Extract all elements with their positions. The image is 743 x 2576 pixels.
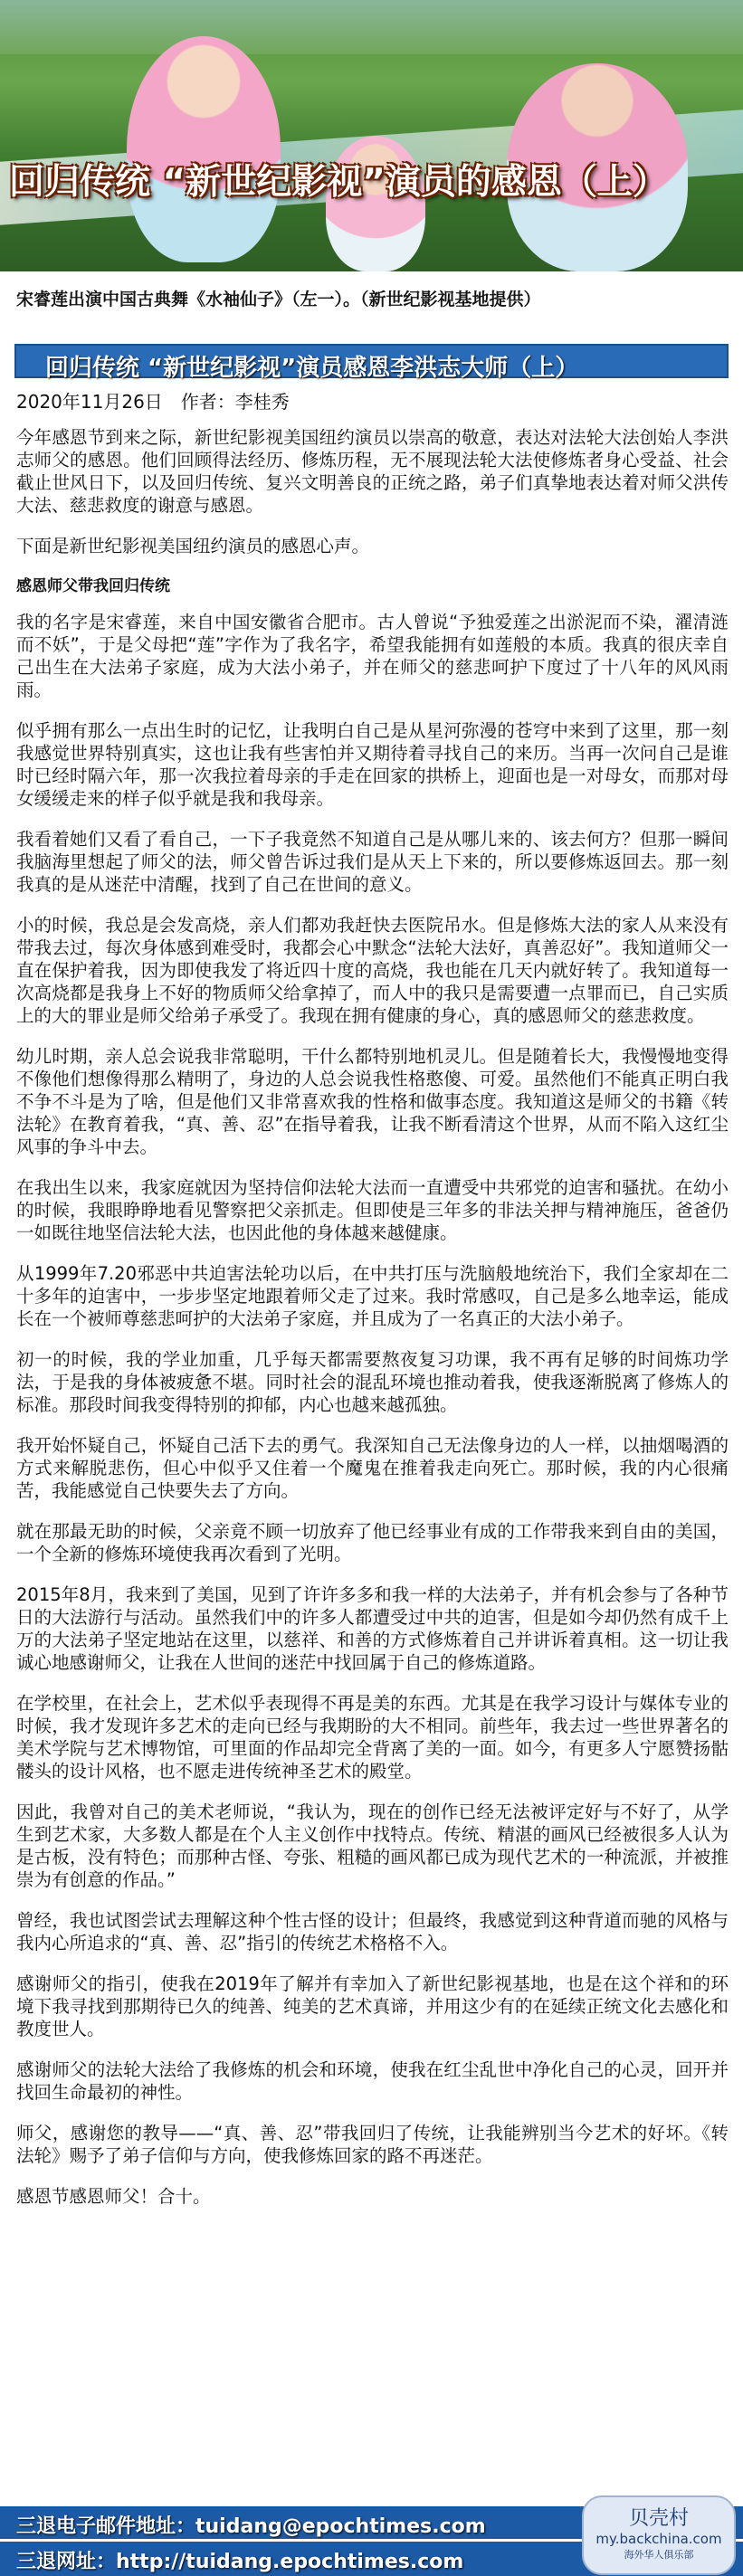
section-heading: 感恩师父带我回归传统 bbox=[16, 577, 170, 595]
paragraph: 感谢师父的指引，使我在2019年了解并有幸加入了新世纪影视基地，也是在这个祥和的环境下我寻找到那期待已久的纯善、纯美的艺术真谛，并用这少有的在延续正统文化去感化和教度世人。 bbox=[16, 1973, 729, 2039]
paragraph: 因此，我曾对自己的美术老师说，“我认为，现在的创作已经无法被评定好与不好了，从学生到艺术家，大多数人都是在个人主义创作中找特点。传统、精湛的画风已经被很多人认为是古板，没有特色；而那种古怪、夸张、粗糙的画风都已成为现代艺术的一种流派，并被推崇为有创意的作品。” bbox=[16, 1801, 729, 1890]
paragraph: 在我出生以来，我家庭就因为坚持信仰法轮大法而一直遭受中共邪党的迫害和骚扰。在幼小的时候，我眼睁睁地看见警察把父亲抓走。但即使是三年多的非法关押与精神施压，爸爸仍一如既往地坚信法轮大法，也因此他的身体越来越健康。 bbox=[16, 1177, 729, 1243]
paragraph: 就在那最无助的时候，父亲竟不顾一切放弃了他已经事业有成的工作带我来到自由的美国，一个全新的修炼环境使我再次看到了光明。 bbox=[16, 1521, 729, 1564]
hero-image bbox=[0, 0, 743, 271]
paragraph: 幼儿时期，亲人总会说我非常聪明，干什么都特别地机灵儿。但是随着长大，我慢慢地变得不像他们想像得那么精明了，身边的人总会说我性格憨傻、可爱。虽然他们不能真正明白我不争不斗是为了啥，但是他们又非常喜欢我的性格和做事态度。我知道这是师父的书籍《转法轮》在教育着我，“真、善、忍”在指导着我，让我不断看清这个世界，从而不陷入这红尘风事的争斗中去。 bbox=[16, 1046, 729, 1157]
paragraph: 2015年8月，我来到了美国，见到了许许多多和我一样的大法弟子，并有机会参与了各种节日的大法游行与活动。虽然我们中的许多人都遭受过中共的迫害，但是如今却仍然有成千上万的大法弟子坚定地站在这里，以慈祥、和善的方式修炼着自己并讲诉着真相。这一切让我诚心地感谢师父，让我在人世间的迷茫中找回属于自己的修炼道路。 bbox=[16, 1584, 729, 1673]
article-body bbox=[16, 426, 729, 2226]
hero-sky bbox=[0, 0, 743, 54]
paragraph: 似乎拥有那么一点出生时的记忆，让我明白自己是从星河弥漫的苍穹中来到了这里，那一刻我感觉世界特别真实，这也让我有些害怕并又期待着寻找自己的来历。当再一次问自己是谁时已经时隔六年，那一次我拉着母亲的手走在回家的拱桥上，迎面也是一对母女，而那对母女缓缓走来的样子似乎就是我和我母亲。 bbox=[16, 720, 729, 809]
paragraph: 师父，感谢您的教导——“真、善、忍”带我回归了传统，让我能辨别当今艺术的好坏。《转法轮》赐予了弟子信仰与方向，使我修炼回家的路不再迷茫。 bbox=[16, 2123, 729, 2166]
paragraph: 我看着她们又看了看自己，一下子我竟然不知道自己是从哪儿来的、该去何方？但那一瞬间我脑海里想起了师父的法，师父曾告诉过我们是从天上下来的，所以要修炼返回去。那一刻我真的是从迷茫中清醒，找到了自己在世间的意义。 bbox=[16, 829, 729, 895]
paragraph: 小的时候，我总是会发高烧，亲人们都劝我赶快去医院吊水。但是修炼大法的家人从来没有带我去过，每次身体感到难受时，我都会心中默念“法轮大法好，真善忍好”。我知道师父一直在保护着我，因为即使我发了将近四十度的高烧，我也能在几天内就好转了。我知道每一次高烧都是我身上不好的物质师父给拿掉了，而人中的我只是需要遭一点罪而已，自己实质上的大的罪业是师父给弟子承受了。我现在拥有健康的身心，真的感恩师父的慈悲救度。 bbox=[16, 915, 729, 1026]
footer-email-link[interactable]: 三退电子邮件地址：tuidang@epochtimes.com bbox=[16, 2515, 486, 2538]
hero-title: 回归传统 “新世纪影视”演员的感恩（上） bbox=[9, 162, 668, 203]
article-banner bbox=[14, 344, 729, 382]
hero-dancer-left bbox=[127, 36, 281, 262]
watermark-logo-tagline: 海外华人俱乐部 bbox=[624, 2549, 694, 2561]
paragraph: 感谢师父的法轮大法给了我修炼的机会和环境，使我在红尘乱世中净化自己的心灵，回开并找回生命最初的神性。 bbox=[16, 2059, 729, 2103]
watermark-logo-name: 贝壳村 bbox=[628, 2507, 689, 2530]
paragraph-closing: 感恩节感恩师父！合十。 bbox=[16, 2186, 211, 2207]
article-date-author: 2020年11月26日 作者：李桂秀 bbox=[16, 391, 290, 413]
paragraph: 从1999年7.20邪恶中共迫害法轮功以后，在中共打压与洗脑般地统治下，我们全家却在二十多年的迫害中，一步步坚定地跟着师父走了过来。我时常感叹，自己是多么地幸运，能成长在一个被师尊慈悲呵护的大法弟子家庭，并且成为了一名真正的大法小弟子。 bbox=[16, 1263, 729, 1329]
paragraph: 在学校里，在社会上，艺术似乎表现得不再是美的东西。尤其是在我学习设计与媒体专业的时候，我才发现许多艺术的走向已经与我期盼的大不相同。前些年，我去过一些世界著名的美术学院与艺术博物馆，可里面的作品却完全背离了美的一面。如今，有更多人宁愿赞扬骷髅头的设计风格，也不愿走进传统神圣艺术的殿堂。 bbox=[16, 1693, 729, 1782]
footer-web-link[interactable]: 三退网址：http://tuidang.epochtimes.com bbox=[16, 2551, 464, 2573]
paragraph: 今年感恩节到来之际，新世纪影视美国纽约演员以崇高的敬意，表达对法轮大法创始人李洪志师父的感恩。他们回顾得法经历、修炼历程，无不展现法轮大法使修炼者身心受益、社会截止世风日下，以及回归传统、复兴文明善良的正统之路，弟子们真挚地表达着对师父洪传大法、慈悲救度的谢意与感恩。 bbox=[16, 427, 729, 516]
image-caption: 宋睿莲出演中国古典舞《水袖仙子》（左一）。（新世纪影视基地提供） bbox=[16, 290, 541, 309]
paragraph: 我的名字是宋睿莲，来自中国安徽省合肥市。古人曾说“予独爱莲之出淤泥而不染，濯清涟而不妖”，于是父母把“莲”字作为了我名字，希望我能拥有如莲般的本质。我真的很庆幸自己出生在大法弟子家庭，成为大法小弟子，并在师父的慈悲呵护下度过了十八年的风风雨雨。 bbox=[16, 612, 729, 700]
watermark-logo bbox=[582, 2495, 736, 2575]
watermark-logo-url: my.backchina.com bbox=[595, 2531, 722, 2547]
paragraph: 我开始怀疑自己，怀疑自己活下去的勇气。我深知自己无法像身边的人一样，以抽烟喝酒的方式来解脱悲伤，但心中似乎又住着一个魔鬼在推着我走向死亡。那时候，我的内心很痛苦，我能感觉自己快要失去了方向。 bbox=[16, 1435, 729, 1501]
paragraph: 曾经，我也试图尝试去理解这种个性古怪的设计；但最终，我感觉到这种背道而驰的风格与我内心所追求的“真、善、忍”指引的传统艺术格格不入。 bbox=[16, 1910, 729, 1953]
article-banner-title: 回归传统 “新世纪影视”演员感恩李洪志大师（上） bbox=[45, 355, 579, 382]
paragraph: 初一的时候，我的学业加重，几乎每天都需要熬夜复习功课，我不再有足够的时间炼功学法，于是我的身体被疲惫不堪。同时社会的混乱环境也推动着我，使我逐渐脱离了修炼人的标准。那段时间我变得特别的抑郁，内心也越来越孤独。 bbox=[16, 1349, 729, 1415]
paragraph: 下面是新世纪影视美国纽约演员的感恩心声。 bbox=[16, 536, 370, 556]
